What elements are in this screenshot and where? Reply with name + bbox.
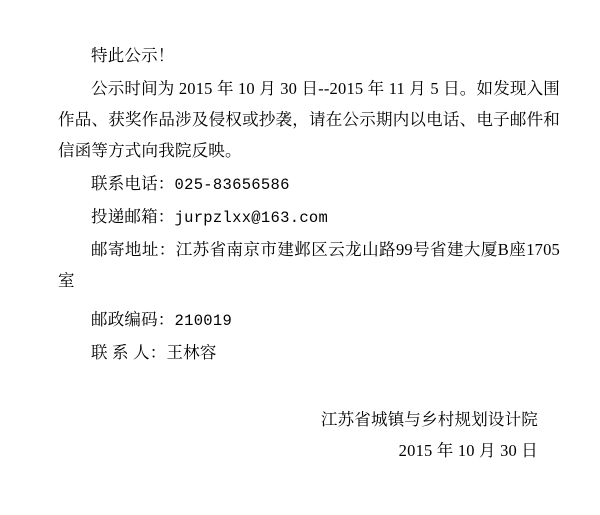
contact-person-label: 联 系 人： — [91, 343, 167, 362]
contact-phone-value: 025-83656586 — [174, 176, 290, 194]
contact-address-value: 江苏省南京市建邺区云龙山路99号省建大厦B座1705室 — [58, 240, 560, 290]
signature-date: 2015 年 10 月 30 日 — [398, 441, 538, 460]
contact-postcode-line — [58, 304, 560, 337]
contact-postcode-label: 邮政编码： — [91, 310, 175, 329]
contact-person-value: 王林容 — [166, 343, 217, 362]
notice-heading: 特此公示！ — [91, 46, 175, 65]
contact-person-line — [58, 337, 560, 368]
contact-phone-line — [58, 168, 560, 201]
contact-address-line — [58, 234, 560, 296]
contact-address-label: 邮寄地址： — [91, 240, 176, 259]
signature-organization: 江苏省城镇与乡村规划设计院 — [320, 410, 538, 429]
notice-paragraph: 公示时间为 2015 年 10 月 30 日--2015 年 11 月 5 日。如发现入围作品、获奖作品涉及侵权或抄袭，请在公示期内以电话、电子邮件和信函等方式向我院反映。 — [58, 79, 561, 160]
contact-phone-label: 联系电话： — [91, 174, 175, 193]
contact-email-label: 投递邮箱： — [91, 207, 175, 226]
contact-email-value: jurpzlxx@163.com — [174, 209, 329, 227]
signature-block — [58, 404, 560, 466]
contact-postcode-value: 210019 — [174, 312, 233, 330]
contact-email-line — [58, 201, 560, 234]
